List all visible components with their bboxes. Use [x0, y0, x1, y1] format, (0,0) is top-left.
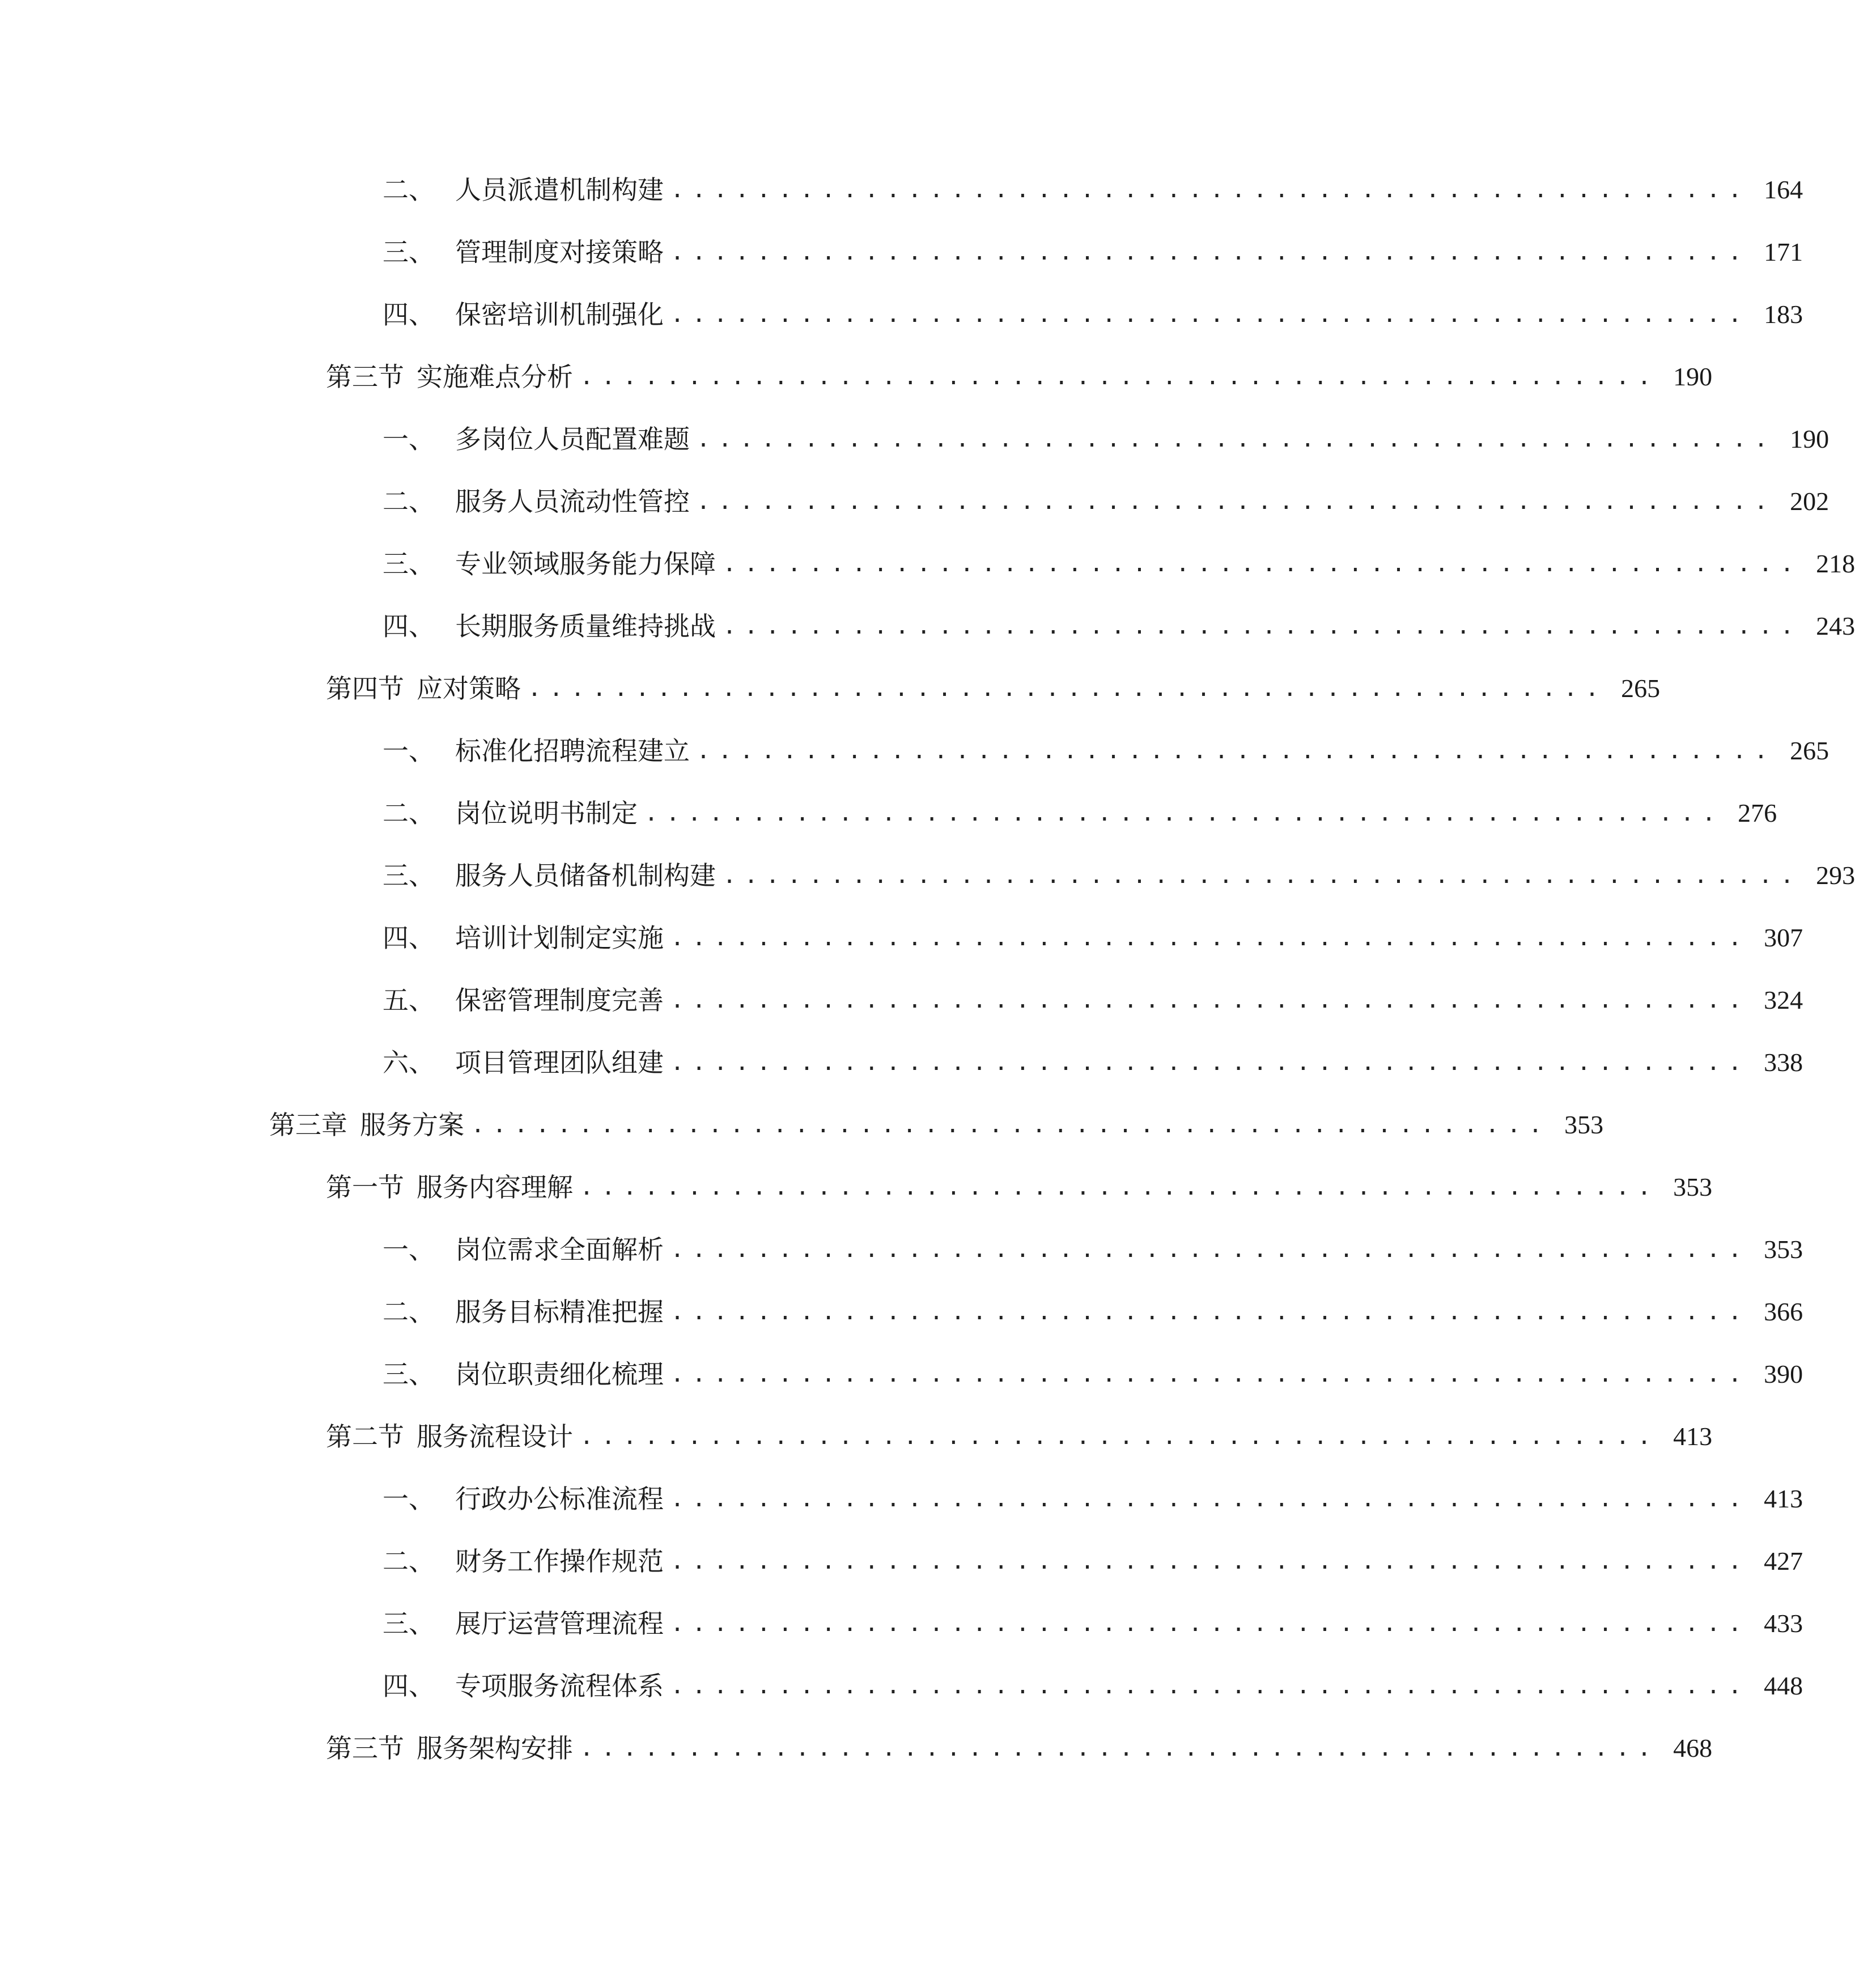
toc-entry-page: 293 [1816, 861, 1855, 890]
toc-entry-title: 管理制度对接策略 [455, 237, 664, 267]
toc-entry-page: 427 [1764, 1547, 1803, 1575]
toc-entry-page: 448 [1764, 1671, 1803, 1700]
toc-chapter[interactable] [269, 1102, 1604, 1148]
toc-entry-number: 二、 [383, 1297, 435, 1327]
toc-entry-title: 保密管理制度完善 [455, 985, 664, 1016]
toc-chapter-number: 第三章 [269, 1110, 347, 1140]
toc-entry-title: 财务工作操作规范 [455, 1546, 664, 1577]
toc-entry-title: 专业领域服务能力保障 [455, 549, 716, 579]
dot-leader: .................................................. [644, 800, 1724, 826]
toc-entry-page: 338 [1764, 1048, 1803, 1077]
toc-entry-title: 多岗位人员配置难题 [455, 424, 690, 454]
toc-entry[interactable] [383, 978, 1803, 1023]
dot-leader: .................................................. [580, 1424, 1659, 1450]
toc-entry-page: 276 [1738, 798, 1777, 827]
toc-entry-title: 行政办公标准流程 [455, 1484, 664, 1514]
toc-entry-page: 202 [1790, 487, 1829, 516]
toc-entry[interactable] [383, 479, 1829, 524]
dot-leader: .................................................. [580, 1735, 1659, 1761]
dot-leader: .................................................. [670, 1673, 1750, 1699]
toc-entry[interactable] [383, 167, 1803, 213]
toc-section-number: 第三节 [326, 362, 404, 392]
dot-leader: .................................................. [670, 1611, 1750, 1637]
toc-entry-title: 专项服务流程体系 [455, 1671, 664, 1701]
dot-leader: .................................................. [670, 1050, 1750, 1076]
toc-entry[interactable] [383, 1352, 1803, 1397]
dot-leader: .................................................. [723, 551, 1802, 577]
toc-entry-number: 四、 [383, 611, 435, 642]
toc-section-title: 应对策略 [417, 673, 521, 704]
dot-leader: .................................................. [670, 301, 1750, 328]
toc-entry[interactable] [383, 1539, 1803, 1584]
toc-section-page: 413 [1673, 1422, 1713, 1451]
toc-entry[interactable] [383, 417, 1829, 462]
toc-entry-number: 三、 [383, 1608, 435, 1639]
toc-entry-page: 164 [1764, 175, 1803, 204]
toc-entry-number: 四、 [383, 299, 435, 330]
toc-entry[interactable] [383, 1040, 1803, 1085]
dot-leader: .................................................. [528, 676, 1607, 702]
toc-entry-page: 413 [1764, 1484, 1803, 1513]
toc-entry-title: 人员派遣机制构建 [455, 175, 664, 205]
toc-entry[interactable] [383, 853, 1855, 898]
toc-entry[interactable] [383, 292, 1803, 337]
toc-entry-page: 171 [1764, 237, 1803, 266]
dot-leader: .................................................. [670, 1548, 1750, 1574]
toc-entry-title: 保密培训机制强化 [455, 299, 664, 330]
toc-entry-number: 三、 [383, 237, 435, 267]
dot-leader: .................................................. [670, 177, 1750, 203]
toc-section[interactable] [326, 666, 1661, 711]
dot-leader: .................................................. [580, 364, 1659, 390]
toc-entry[interactable] [383, 1476, 1803, 1522]
toc-section-title: 服务流程设计 [417, 1421, 573, 1452]
toc-section-page: 353 [1673, 1173, 1713, 1201]
dot-leader: .................................................. [670, 925, 1750, 951]
toc-section-number: 第二节 [326, 1421, 404, 1452]
toc-entry-number: 二、 [383, 1546, 435, 1577]
dot-leader: .................................................. [723, 863, 1802, 889]
toc-entry-number: 二、 [383, 175, 435, 205]
toc-entry-title: 服务目标精准把握 [455, 1297, 664, 1327]
dot-leader: .................................................. [580, 1174, 1659, 1200]
toc-entry[interactable] [383, 915, 1803, 961]
toc-section[interactable] [326, 1726, 1713, 1771]
toc-entry-title: 培训计划制定实施 [455, 923, 664, 953]
dot-leader: .................................................. [670, 1237, 1750, 1263]
toc-entry-page: 183 [1764, 300, 1803, 329]
toc-entry-page: 218 [1816, 549, 1855, 578]
toc-entry-title: 服务人员流动性管控 [455, 486, 690, 517]
toc-entry-number: 一、 [383, 1484, 435, 1514]
dot-leader: .................................................. [697, 488, 1776, 515]
toc-entry-page: 265 [1790, 736, 1829, 765]
toc-entry[interactable] [383, 1289, 1803, 1335]
toc-entry[interactable] [383, 541, 1855, 587]
toc-entry-number: 三、 [383, 860, 435, 891]
toc-entry-page: 307 [1764, 923, 1803, 952]
toc-entry[interactable] [383, 1663, 1803, 1709]
dot-leader: .................................................. [670, 239, 1750, 265]
toc-entry-title: 展厅运营管理流程 [455, 1608, 664, 1639]
toc-entry[interactable] [383, 604, 1855, 649]
toc-entry-number: 一、 [383, 1234, 435, 1265]
toc-entry-number: 四、 [383, 923, 435, 953]
toc-section-page: 265 [1621, 674, 1661, 703]
toc-entry-title: 岗位说明书制定 [455, 798, 638, 829]
toc-entry[interactable] [383, 791, 1777, 836]
toc-section[interactable] [326, 1165, 1713, 1210]
toc-entry-number: 二、 [383, 798, 435, 829]
toc-chapter-title: 服务方案 [360, 1110, 464, 1140]
toc-entry-number: 一、 [383, 736, 435, 766]
dot-leader: .................................................. [723, 613, 1802, 639]
toc-entry-title: 项目管理团队组建 [455, 1047, 664, 1078]
dot-leader: .................................................. [471, 1112, 1551, 1138]
toc-entry-page: 353 [1764, 1235, 1803, 1264]
toc-entry-page: 243 [1816, 611, 1855, 640]
toc-entry-number: 三、 [383, 549, 435, 579]
toc-section-title: 服务内容理解 [417, 1172, 573, 1203]
toc-chapter-page: 353 [1564, 1110, 1604, 1139]
toc-section-page: 190 [1673, 362, 1713, 391]
toc-entry[interactable] [383, 728, 1829, 774]
toc-entry-number: 二、 [383, 486, 435, 517]
dot-leader: .................................................. [697, 738, 1776, 764]
dot-leader: .................................................. [670, 1299, 1750, 1325]
toc-entry-title: 岗位职责细化梳理 [455, 1359, 664, 1390]
dot-leader: .................................................. [670, 1486, 1750, 1512]
toc-entry-number: 一、 [383, 424, 435, 454]
toc-entry[interactable] [383, 1601, 1803, 1646]
toc-entry-page: 390 [1764, 1360, 1803, 1388]
dot-leader: .................................................. [670, 987, 1750, 1013]
toc-entry-number: 四、 [383, 1671, 435, 1701]
toc-section-number: 第四节 [326, 673, 404, 704]
toc-section-page: 468 [1673, 1734, 1713, 1762]
toc-entry[interactable] [383, 230, 1803, 275]
toc-section[interactable] [326, 354, 1713, 400]
dot-leader: .................................................. [697, 426, 1776, 452]
toc-section-title: 实施难点分析 [417, 362, 573, 392]
toc-entry-number: 五、 [383, 985, 435, 1016]
toc-section-title: 服务架构安排 [417, 1733, 573, 1764]
toc-entry-title: 岗位需求全面解析 [455, 1234, 664, 1265]
toc-entry-page: 433 [1764, 1609, 1803, 1638]
toc-entry[interactable] [383, 1227, 1803, 1272]
toc-section[interactable] [326, 1414, 1713, 1459]
toc-section-number: 第三节 [326, 1733, 404, 1764]
toc-entry-number: 三、 [383, 1359, 435, 1390]
dot-leader: .................................................. [670, 1361, 1750, 1387]
toc-entry-page: 324 [1764, 985, 1803, 1014]
toc-entry-title: 长期服务质量维持挑战 [455, 611, 716, 642]
toc-entry-page: 190 [1790, 424, 1829, 453]
toc-section-number: 第一节 [326, 1172, 404, 1203]
toc-entry-title: 服务人员储备机制构建 [455, 860, 716, 891]
toc-entry-title: 标准化招聘流程建立 [455, 736, 690, 766]
toc-entry-page: 366 [1764, 1297, 1803, 1326]
toc-entry-number: 六、 [383, 1047, 435, 1078]
